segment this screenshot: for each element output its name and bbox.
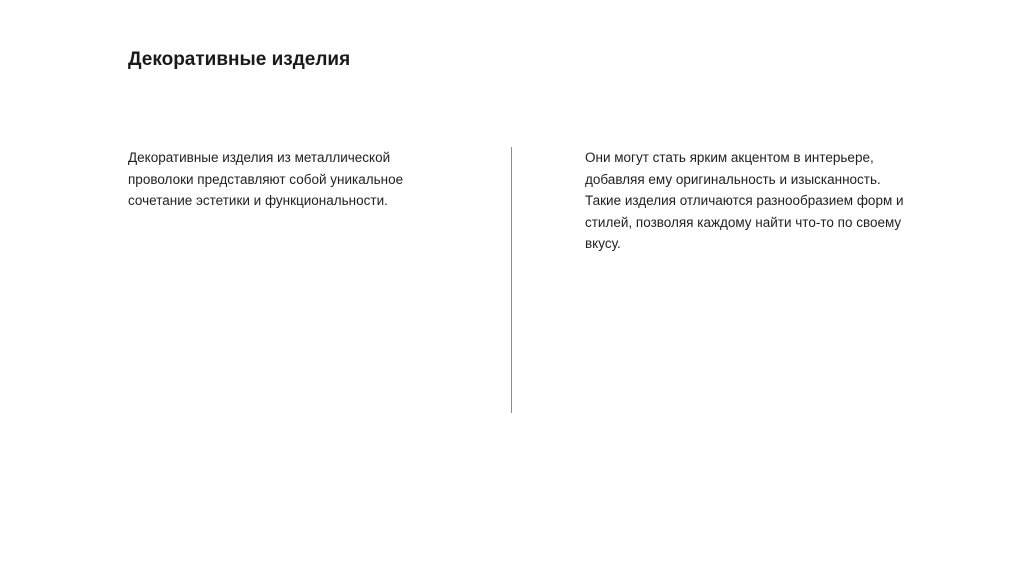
left-paragraph (128, 147, 448, 212)
left-text-column (128, 147, 448, 212)
right-text-column (585, 147, 925, 255)
left-paragraph-line: проволоки представляют собой уникальное (128, 171, 404, 187)
right-paragraph-line: Они могут стать ярким акцентом в интерьере, (585, 150, 874, 165)
right-paragraph (585, 147, 925, 255)
right-paragraph-line: вкусу. (585, 236, 621, 252)
right-paragraph-line: добавляя ему оригинальность и изысканность. (585, 171, 881, 187)
right-paragraph-line: стилей, позволяя каждому найти что-то по своему (585, 214, 902, 230)
left-paragraph-line: Декоративные изделия из металлической (128, 150, 391, 165)
right-paragraph-line: Такие изделия отличаются разнообразием форм и (585, 193, 904, 209)
column-divider (511, 147, 512, 413)
slide-title: Декоративные изделия (128, 49, 351, 70)
left-paragraph-line: сочетание эстетики и функциональности. (128, 193, 388, 209)
